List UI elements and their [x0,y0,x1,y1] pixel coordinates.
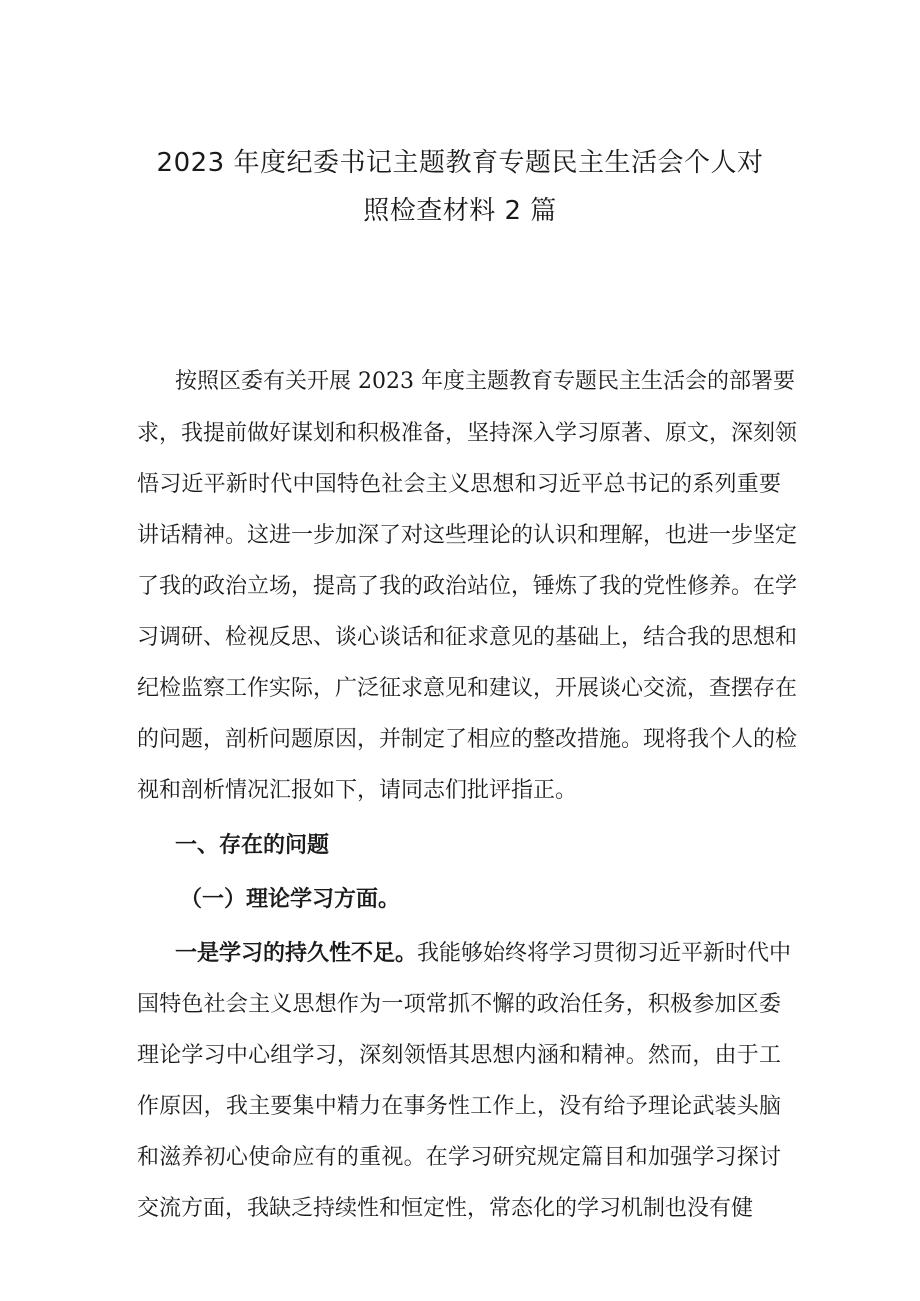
point-line: 理论学习中心组学习，深刻领悟其思想内涵和精神。然而，由于工 [137,1043,781,1068]
point-lead: 一是学习的持久性不足。 [175,940,418,966]
point-line: 和滋养初心使命应有的重视。在学习研究规定篇目和加强学习探讨 [137,1145,781,1170]
intro-line: 视和剖析情况汇报如下，请同志们批评指正。 [137,778,578,803]
intro-line: 了我的政治立场，提高了我的政治站位，锤炼了我的党性修养。在学 [137,574,798,599]
point-line: 作原因，我主要集中精力在事务性工作上，没有给予理论武装头脑 [137,1094,781,1119]
intro-line: 习调研、检视反思、谈心谈话和征求意见的基础上，结合我的思想和 [137,625,798,650]
point-text: 我能够始终将学习贯彻习近平新时代中 [417,941,792,966]
point-line: 交流方面，我缺乏持续性和恒定性，常态化的学习机制也没有健 [137,1196,754,1221]
subsection-heading: （一）理论学习方面。 [180,886,401,912]
intro-line: 按照区委有关开展 2023 年度主题教育专题民主生活会的部署要 [175,369,795,394]
intro-line: 的问题，剖析问题原因，并制定了相应的整改措施。现将我个人的检 [137,727,798,752]
document-title-line-1: 2023 年度纪委书记主题教育专题民主生活会个人对 [156,148,764,178]
point-line: 国特色社会主义思想作为一项常抓不懈的政治任务，积极参加区委 [137,992,781,1017]
intro-line: 纪检监察工作实际，广泛征求意见和建议，开展谈心交流，查摆存在 [137,676,798,701]
intro-line: 求，我提前做好谋划和积极准备，坚持深入学习原著、原文，深刻领 [137,421,798,446]
section-heading: 一、存在的问题 [175,832,330,858]
intro-line: 讲话精神。这进一步加深了对这些理论的认识和理解，也进一步坚定 [137,523,798,548]
point-first-line [175,939,792,968]
intro-line: 悟习近平新时代中国特色社会主义思想和习近平总书记的系列重要 [137,472,781,497]
document-title-line-2: 照检查材料 2 篇 [363,196,557,226]
